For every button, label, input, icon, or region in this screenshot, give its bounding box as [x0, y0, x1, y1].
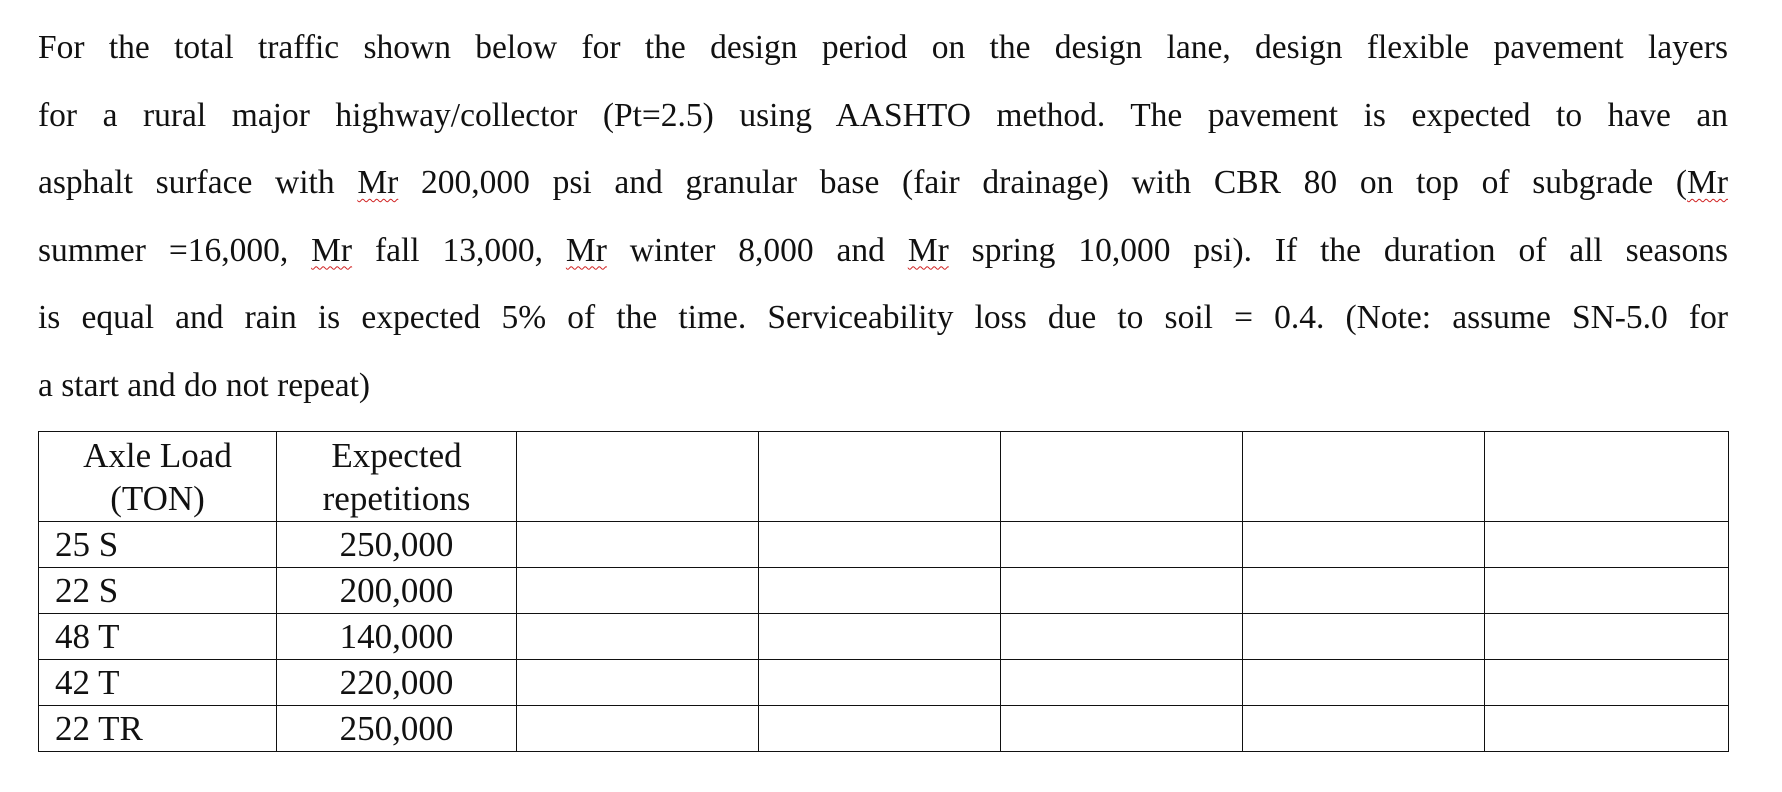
- repetitions-cell: 220,000: [277, 660, 517, 706]
- empty-cell: [1243, 706, 1485, 752]
- empty-cell: [759, 706, 1001, 752]
- text-run: 200,000 psi and granular base (fair drainage) with CBR 80 on top of subgrade (: [398, 164, 1688, 201]
- text-run: winter 8,000 and: [606, 231, 908, 269]
- document: [38, 0, 1728, 748]
- empty-cell: [1485, 660, 1729, 706]
- table-row: [39, 568, 1729, 614]
- empty-cell: [1243, 568, 1485, 614]
- header-axle-load: Axle Load (TON): [39, 432, 277, 522]
- empty-cell: [517, 706, 759, 752]
- text-run: fall 13,000,: [352, 231, 566, 269]
- text-run: asphalt surface with: [38, 164, 358, 201]
- text-run: For the total traffic shown below for the design period on the design lane, design flexible pavement layers: [38, 29, 1728, 66]
- table-row: [39, 614, 1729, 660]
- spellcheck-word: Mr: [1687, 164, 1728, 201]
- empty-cell: [1485, 614, 1729, 660]
- empty-cell: [1001, 614, 1243, 660]
- empty-cell: [759, 660, 1001, 706]
- text-run: spring 10,000 psi). If the duration of all seasons: [948, 231, 1728, 269]
- axle-load-cell: 42 T: [39, 660, 277, 706]
- empty-cell: [1485, 568, 1729, 614]
- text-line: [38, 149, 1728, 217]
- empty-cell: [517, 614, 759, 660]
- empty-cell: [1001, 522, 1243, 568]
- table-header-row: [39, 432, 1729, 522]
- header-empty: [759, 432, 1001, 522]
- table-row: [39, 660, 1729, 706]
- axle-load-cell: 22 S: [39, 568, 277, 614]
- empty-cell: [1485, 706, 1729, 752]
- repetitions-cell: 200,000: [277, 568, 517, 614]
- header-empty: [1243, 432, 1485, 522]
- empty-cell: [759, 614, 1001, 660]
- header-expected-repetitions: Expected repetitions: [277, 432, 517, 522]
- table-row: [39, 522, 1729, 568]
- empty-cell: [1001, 706, 1243, 752]
- text-run: for a rural major highway/collector (Pt=2.5) using AASHTO method. The pavement is expected to have an: [38, 96, 1728, 134]
- spellcheck-word: Mr: [357, 164, 399, 201]
- spellcheck-word: Mr: [907, 231, 949, 269]
- axle-load-cell: 48 T: [39, 614, 277, 660]
- spellcheck-word: Mr: [311, 231, 353, 269]
- empty-cell: [1243, 660, 1485, 706]
- repetitions-cell: 250,000: [277, 522, 517, 568]
- header-empty: [517, 432, 759, 522]
- empty-cell: [1243, 614, 1485, 660]
- text-line: [38, 82, 1728, 150]
- text-run: summer =16,000,: [38, 231, 312, 269]
- empty-cell: [517, 660, 759, 706]
- empty-cell: [759, 522, 1001, 568]
- axle-load-cell: 25 S: [39, 522, 277, 568]
- header-empty: [1001, 432, 1243, 522]
- empty-cell: [1001, 660, 1243, 706]
- empty-cell: [759, 568, 1001, 614]
- text-line: [38, 217, 1728, 285]
- empty-cell: [517, 522, 759, 568]
- table-row: [39, 706, 1729, 752]
- repetitions-cell: 250,000: [277, 706, 517, 752]
- text-run: is equal and rain is expected 5% of the time. Serviceability loss due to soil = 0.4. (Note: assume SN-5.0 for: [38, 299, 1728, 336]
- axle-load-cell: 22 TR: [39, 706, 277, 752]
- axle-load-table: [38, 431, 1729, 752]
- spellcheck-word: Mr: [565, 231, 607, 269]
- empty-cell: [1485, 522, 1729, 568]
- empty-cell: [517, 568, 759, 614]
- text-run: a start and do not repeat): [38, 366, 371, 404]
- text-line: [38, 14, 1728, 82]
- problem-statement: [38, 0, 1728, 419]
- header-empty: [1485, 432, 1729, 522]
- empty-cell: [1001, 568, 1243, 614]
- repetitions-cell: 140,000: [277, 614, 517, 660]
- empty-cell: [1243, 522, 1485, 568]
- text-line: [38, 284, 1728, 352]
- text-line: [38, 352, 1728, 420]
